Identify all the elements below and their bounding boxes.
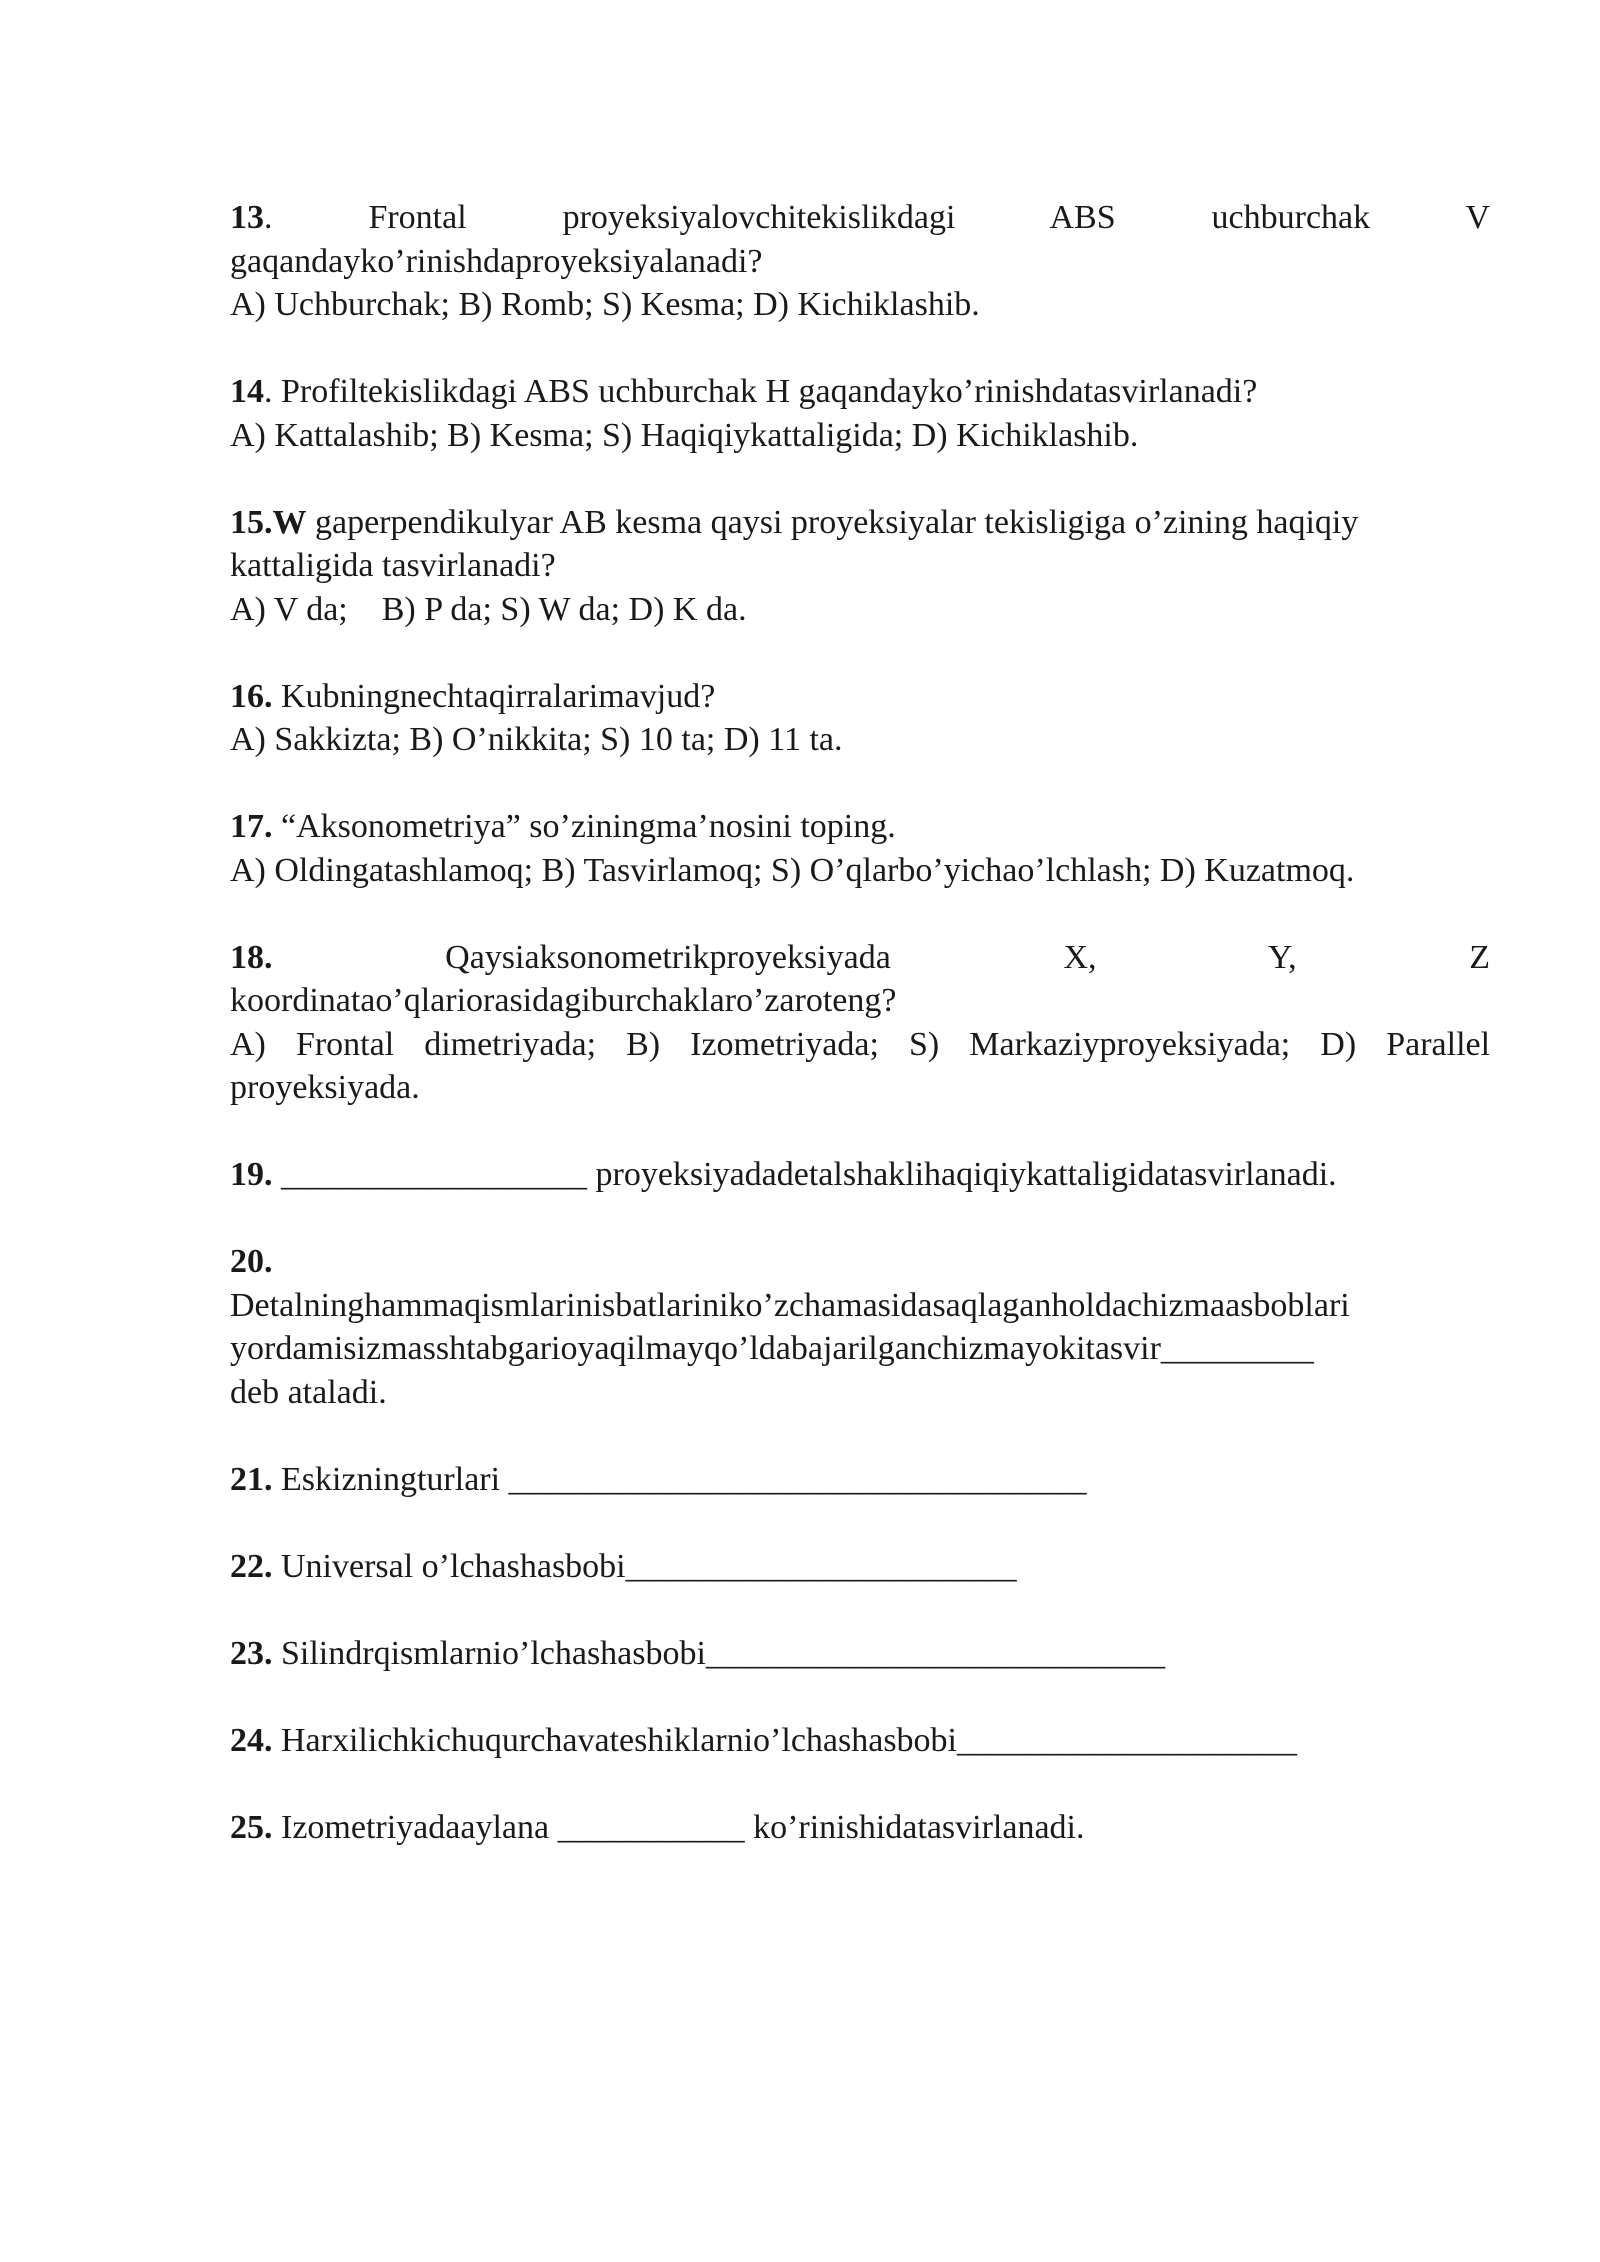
answer-options: A) V da; B) P da; S) W da; D) K da.	[230, 590, 747, 628]
question-number: 16.	[230, 677, 273, 715]
question-24-line-1: 24. Harxilichkichuqurchavateshiklarnio’lchashasbobi____________________	[230, 1721, 1297, 1759]
answer-options: A) Uchburchak; B) Romb; S) Kesma; D) Kichiklashib.	[230, 286, 980, 323]
question-13-line-1: 13. Frontal proyeksiyalovchitekislikdagi ABS uchburchak V	[230, 199, 1491, 236]
answer-options: A) Kattalashib; B) Kesma; S) Haqiqiykattaligida; D) Kichiklashib.	[230, 416, 1139, 454]
document-page	[230, 196, 1490, 1893]
question-22-line-1: 22. Universal o’lchashasbobi_______________________	[230, 1547, 1017, 1585]
question-14	[230, 370, 1490, 457]
question-17	[230, 805, 1490, 892]
question-24	[230, 1719, 1490, 1763]
question-25	[230, 1806, 1490, 1850]
question-number: 22.	[230, 1547, 273, 1585]
question-22	[230, 1545, 1490, 1589]
answer-options-continued: proyeksiyada.	[230, 1069, 420, 1106]
question-number: 21.	[230, 1460, 273, 1498]
question-16	[230, 675, 1490, 762]
question-number: 13	[230, 199, 264, 236]
answer-blank: __________________	[272, 1156, 596, 1193]
question-number: 17.	[230, 808, 273, 845]
question-23-line-1: 23. Silindrqismlarnio’lchashasbobi___________________________	[230, 1634, 1165, 1672]
question-number: 18.	[230, 938, 273, 976]
question-15	[230, 501, 1490, 632]
question-number: 24.	[230, 1721, 273, 1759]
question-18-line-2: koordinatao’qlariorasidagiburchaklaro’zaroteng?	[230, 982, 897, 1019]
question-19	[230, 1153, 1490, 1197]
question-13-line-2: gaqandayko’rinishdaproyeksiyalanadi?	[230, 242, 763, 280]
question-23	[230, 1632, 1490, 1676]
question-19-line-1: 19. __________________ proyeksiyadadetalshaklihaqiqiykattaligidatasvirlanadi.	[230, 1156, 1337, 1193]
question-number: 19.	[230, 1156, 273, 1193]
question-15-line-2: kattaligida tasvirlanadi?	[230, 547, 556, 584]
question-14-line-1: 14. Profiltekislikdagi ABS uchburchak H gaqandayko’rinishdatasvirlanadi?	[230, 373, 1258, 410]
question-18	[230, 936, 1490, 1110]
question-number: 25.	[230, 1808, 273, 1846]
question-20	[230, 1240, 1490, 1414]
question-18-line-1: 18. Qaysiaksonometrikproyeksiyada X, Y, Z	[230, 938, 1490, 976]
answer-options: A) Frontal dimetriyada; B) Izometriyada; S) Markaziyproyeksiyada; D) Parallel	[230, 1025, 1491, 1063]
question-21	[230, 1458, 1490, 1502]
question-20-line-1: Detalninghammaqismlarinisbatlariniko’zchamasidasaqlaganholdachizmaasboblari	[230, 1286, 1350, 1324]
question-21-line-1: 21. Eskizningturlari __________________________________	[230, 1460, 1087, 1498]
question-15-line-1: 15.W gaperpendikulyar AB kesma qaysi proyeksiyalar tekisligiga o’zining haqiqiy	[230, 503, 1359, 541]
question-17-line-1: 17. “Aksonometriya” so’ziningma’nosini toping.	[230, 808, 896, 845]
answer-options: A) Oldingatashlamoq; B) Tasvirlamoq; S) O’qlarbo’yichao’lchlash; D) Kuzatmoq.	[230, 851, 1355, 889]
question-number: 23.	[230, 1634, 273, 1672]
question-number: 15.W	[230, 503, 307, 541]
answer-options: A) Sakkizta; B) O’nikkita; S) 10 ta; D) 11 ta.	[230, 721, 843, 758]
question-13	[230, 196, 1490, 327]
question-16-line-1: 16. Kubningnechtaqirralarimavjud?	[230, 677, 716, 715]
question-number: 14	[230, 373, 264, 410]
question-number: 20.	[230, 1243, 273, 1280]
question-20-line-3: deb ataladi.	[230, 1373, 387, 1411]
question-25-line-1: 25. Izometriyadaaylana ___________ ko’rinishidatasvirlanadi.	[230, 1808, 1085, 1846]
question-20-line-2: yordamisizmasshtabgarioyaqilmayqo’ldabajarilganchizmayokitasvir_________	[230, 1330, 1314, 1367]
